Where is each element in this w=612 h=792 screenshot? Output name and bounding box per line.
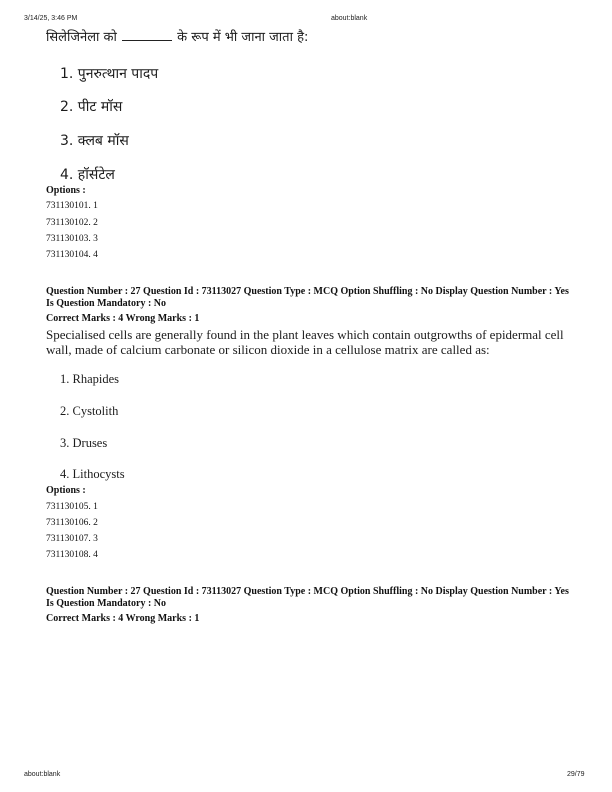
- question-text-hindi: [46, 30, 308, 45]
- option-2: 2. Cystolith: [60, 404, 119, 418]
- options-label: Options :: [46, 485, 86, 496]
- question-text-post: के रूप में भी जाना जाता है:: [177, 30, 309, 45]
- footer-url: about:blank: [24, 771, 61, 778]
- question-text: Specialised cells are generally found in the plant leaves which contain outgrowths of epidermal cell wall, made of calcium carbonate or silicon dioxide in a cellulose matrix are called as:: [46, 327, 564, 357]
- option-code-3: 731130107. 3: [46, 534, 98, 544]
- option-2: 2. पीट मॉस: [60, 99, 123, 115]
- option-3: 3. क्लब मॉस: [60, 133, 129, 149]
- options-label: Options :: [46, 185, 86, 196]
- option-code-1: 731130101. 1: [46, 201, 98, 211]
- question-marks: Correct Marks : 4 Wrong Marks : 1: [46, 613, 200, 624]
- print-datetime: 3/14/25, 3:46 PM: [24, 15, 78, 22]
- question-marks: Correct Marks : 4 Wrong Marks : 1: [46, 313, 200, 324]
- option-code-2: 731130106. 2: [46, 518, 98, 528]
- page-number: 29/79: [567, 771, 585, 778]
- option-4: 4. Lithocysts: [60, 467, 125, 481]
- option-code-1: 731130105. 1: [46, 502, 98, 512]
- option-1: 1. पुनरुत्थान पादप: [60, 66, 159, 82]
- option-4: 4. हॉर्सटेल: [60, 167, 115, 183]
- option-code-3: 731130103. 3: [46, 234, 98, 244]
- option-code-4: 731130108. 4: [46, 550, 98, 560]
- option-code-2: 731130102. 2: [46, 218, 98, 228]
- question-meta: Question Number : 27 Question Id : 73113027 Question Type : MCQ Option Shuffling : No Display Question Number : Yes Is Question Mandatory : No: [46, 586, 569, 609]
- option-1: 1. Rhapides: [60, 372, 120, 386]
- option-code-4: 731130104. 4: [46, 250, 98, 260]
- question-meta: Question Number : 27 Question Id : 73113027 Question Type : MCQ Option Shuffling : No Display Question Number : Yes Is Question Mandatory : No: [46, 286, 569, 309]
- option-3: 3. Druses: [60, 436, 108, 450]
- fill-blank: [122, 30, 172, 41]
- print-url: about:blank: [331, 15, 368, 22]
- question-text-pre: सिलेजिनेला को: [46, 30, 117, 45]
